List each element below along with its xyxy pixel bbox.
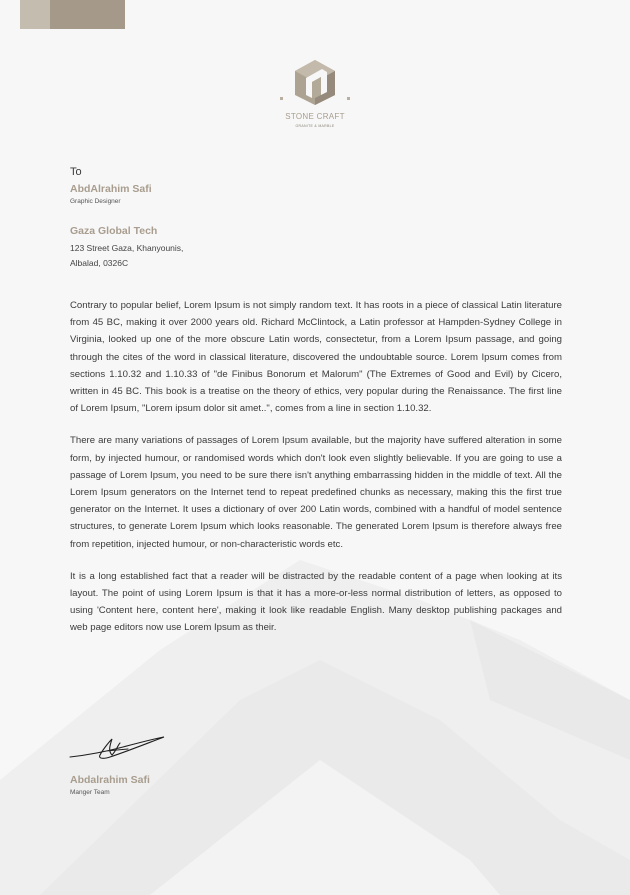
brand-tagline: GRANITE & MARBLE (295, 124, 335, 128)
top-tab-dark (50, 0, 125, 29)
recipient-title: Graphic Designer (70, 198, 121, 205)
top-color-tab (20, 0, 125, 29)
top-tab-light (20, 0, 50, 29)
brand-logo (270, 58, 360, 134)
signer-name: Abdalrahim Safi (70, 774, 150, 786)
to-label: To (70, 166, 82, 178)
body-paragraph-2: There are many variations of passages of Lorem Ipsum available, but the majority have suffered alteration in some form, by injected humour, or randomised words which don't look even slightly believable. If you are going to use a passage of Lorem Ipsum, you need to be sure there isn't anything embarrassing hidden in the middle of text. All the Lorem Ipsum generators on the Internet tend to repeat predefined chunks as necessary, making this the first true generator on the Internet. It uses a dictionary of over 200 Latin words, combined with a handful of model sentence structures, to generate Lorem Ipsum which looks reasonable. The generated Lorem Ipsum is therefore always free from repetition, injected humour, or non-characteristic words etc. (70, 435, 562, 550)
body-paragraph-1: Contrary to popular belief, Lorem Ipsum is not simply random text. It has roots in a piece of classical Latin literature from 45 BC, making it over 2000 years old. Richard McClintock, a Latin professor at Hampden-Sydney College in Virginia, looked up one of the more obscure Latin words, consectetur, from a Lorem Ipsum passage, and going through the cites of the word in classical literature, discovered the undoubtable source. Lorem Ipsum comes from sections 1.10.32 and 1.10.33 of "de Finibus Bonorum et Malorum" (The Extremes of Good and Evil) by Cicero, written in 45 BC. This book is a treatise on the theory of ethics, very popular during the Renaissance. The first line of Lorem Ipsum, "Lorem ipsum dolor sit amet..", comes from a line in section 1.10.32. (70, 300, 562, 415)
body-paragraph-3: It is a long established fact that a reader will be distracted by the readable content of a page when looking at its layout. The point of using Lorem Ipsum is that it has a more-or-less normal distribution of letters, as opposed to using 'Content here, content here', making it look like readable English. Many desktop publishing packages and web page editors now use Lorem Ipsum as their. (70, 570, 562, 634)
address-line-1: 123 Street Gaza, Khanyounis, (70, 243, 184, 253)
handwritten-signature-icon (68, 733, 168, 763)
signer-title: Manger Team (70, 789, 110, 796)
brand-name: STONE CRAFT (285, 112, 345, 121)
letter-content (70, 165, 562, 637)
logo-dot-right (347, 97, 350, 100)
address-line-2: Albalad, 0326C (70, 258, 129, 268)
signer-block (70, 772, 150, 797)
stone-cube-icon (292, 58, 338, 106)
company-name: Gaza Global Tech (70, 225, 158, 237)
logo-dot-left (280, 97, 283, 100)
recipient-name: AbdAlrahim Safi (70, 183, 152, 195)
